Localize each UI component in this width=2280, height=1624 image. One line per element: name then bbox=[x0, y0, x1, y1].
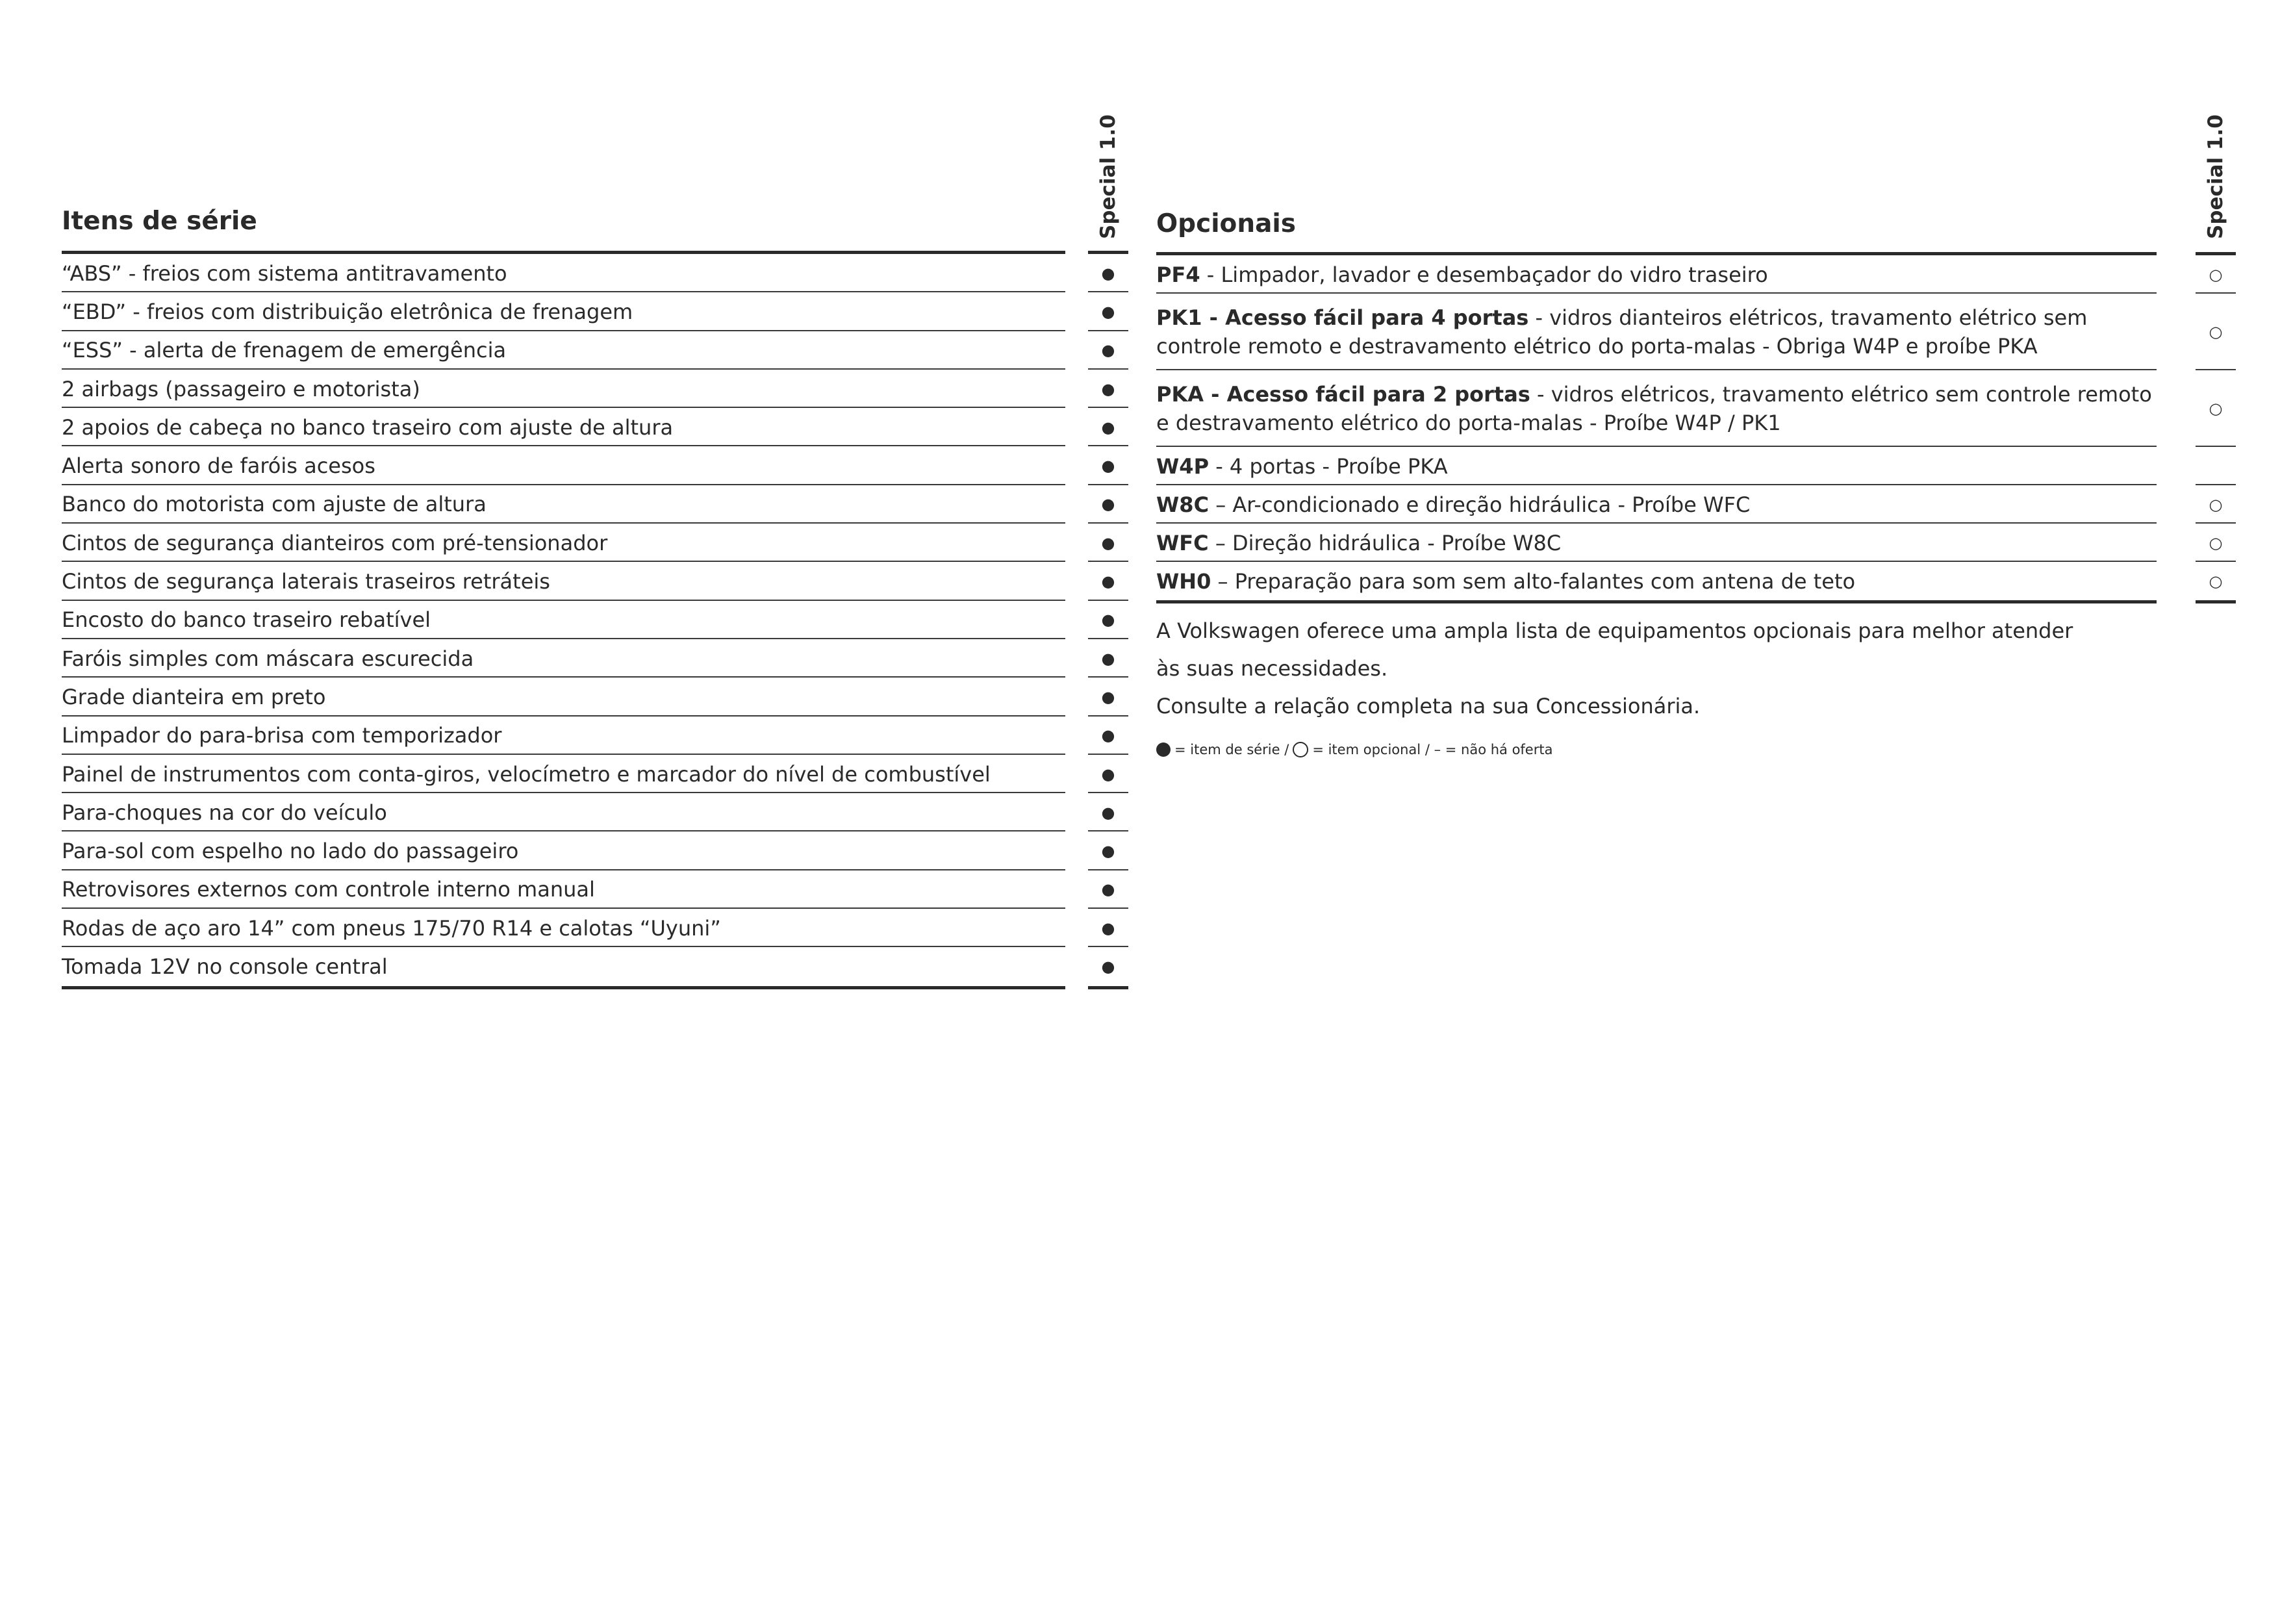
standard-item-row bbox=[62, 639, 1065, 678]
optional-note-dealership: Consulte a relação completa na sua Concessionária. bbox=[1156, 694, 1701, 718]
optional-item-description bbox=[1156, 255, 2157, 294]
standard-item-mark: ● bbox=[1101, 495, 1115, 514]
standard-item-label: 2 airbags (passageiro e motorista) bbox=[62, 376, 420, 401]
standard-item-row bbox=[62, 909, 1065, 947]
optional-item-mark-cell bbox=[2196, 294, 2236, 370]
standard-item-label: Faróis simples com máscara escurecida bbox=[62, 646, 474, 671]
standard-item-row bbox=[62, 717, 1065, 755]
standard-item-label: Cintos de segurança laterais traseiros retráteis bbox=[62, 569, 550, 594]
optional-item-mark-cell bbox=[2196, 562, 2236, 600]
standard-item-mark-cell bbox=[1088, 485, 1128, 524]
standard-item-mark-cell bbox=[1088, 562, 1128, 600]
standard-item-mark: ● bbox=[1101, 803, 1115, 822]
standard-item-mark: ● bbox=[1101, 919, 1115, 937]
standard-item-mark: ● bbox=[1101, 457, 1115, 476]
optional-item-mark: ○ bbox=[2209, 400, 2223, 418]
optional-items-title: Opcionais bbox=[1156, 209, 1297, 238]
option-code: PKA bbox=[1156, 382, 1204, 407]
standard-item-label: Cintos de segurança dianteiros com pré-tensionador bbox=[62, 530, 608, 555]
standard-item-mark: ● bbox=[1101, 726, 1115, 745]
standard-item-mark: ● bbox=[1101, 572, 1115, 591]
optional-item-description bbox=[1156, 485, 2157, 524]
standard-item-mark: ● bbox=[1101, 842, 1115, 861]
optional-table-bottom-rule bbox=[1156, 600, 2157, 603]
standard-item-mark: ● bbox=[1101, 958, 1115, 976]
optional-mark-bottom-rule bbox=[2196, 600, 2236, 603]
optional-item-description bbox=[1156, 447, 2157, 485]
standard-item-mark-cell bbox=[1088, 370, 1128, 408]
standard-item-label: Para-sol com espelho no lado do passageiro bbox=[62, 839, 519, 864]
optional-item-mark: ○ bbox=[2209, 572, 2223, 590]
standard-item-label: Grade dianteira em preto bbox=[62, 684, 326, 709]
option-text: Direção hidráulica - Proíbe W8C bbox=[1232, 530, 1562, 555]
standard-item-mark-cell bbox=[1088, 254, 1128, 292]
standard-item-row bbox=[62, 601, 1065, 639]
optional-item-mark: ○ bbox=[2209, 323, 2223, 341]
option-name: Acesso fácil para 2 portas bbox=[1226, 382, 1530, 407]
optional-item-row bbox=[1156, 524, 2157, 562]
option-separator: – bbox=[1209, 492, 1233, 517]
standard-item-label: “EBD” - freios com distribuição eletrônica de frenagem bbox=[62, 299, 633, 324]
standard-item-label: Limpador do para-brisa com temporizador bbox=[62, 723, 502, 748]
optional-item-mark-cell bbox=[2196, 370, 2236, 447]
open-circle-icon bbox=[1293, 742, 1308, 757]
optional-item-row bbox=[1156, 447, 2157, 485]
optional-item-description bbox=[1156, 294, 2157, 370]
optional-item-mark: ○ bbox=[2209, 495, 2223, 514]
option-separator: – bbox=[1211, 568, 1235, 594]
option-separator: - bbox=[1202, 305, 1226, 330]
option-code: WFC bbox=[1156, 530, 1209, 555]
standard-item-label: Banco do motorista com ajuste de altura bbox=[62, 492, 487, 517]
standard-mark-bottom-rule bbox=[1088, 986, 1128, 989]
optional-item-mark-cell bbox=[2196, 485, 2236, 524]
option-name: Acesso fácil para 4 portas bbox=[1225, 305, 1529, 330]
standard-item-mark: ● bbox=[1101, 379, 1115, 398]
standard-item-mark: ● bbox=[1101, 687, 1115, 706]
standard-item-mark: ● bbox=[1101, 649, 1115, 668]
standard-item-row bbox=[62, 755, 1065, 793]
standard-item-mark-cell bbox=[1088, 601, 1128, 639]
standard-item-label: “ABS” - freios com sistema antitravamento bbox=[62, 260, 507, 286]
option-text: - vidros elétricos, travamento elétrico sem controle remoto e destravamento elétrico do porta-malas - Proíbe W4P / PK1 bbox=[1156, 382, 2152, 435]
option-code: W8C bbox=[1156, 492, 1210, 517]
standard-item-mark-cell bbox=[1088, 331, 1128, 370]
optional-item-row bbox=[1156, 370, 2157, 447]
standard-item-mark-cell bbox=[1088, 755, 1128, 793]
standard-item-mark-cell bbox=[1088, 447, 1128, 485]
option-code: W4P bbox=[1156, 453, 1210, 479]
standard-item-label: Para-choques na cor do veículo bbox=[62, 800, 387, 825]
standard-item-row bbox=[62, 947, 1065, 985]
standard-item-row bbox=[62, 370, 1065, 408]
standard-item-mark: ● bbox=[1101, 533, 1115, 552]
standard-item-mark: ● bbox=[1101, 765, 1115, 783]
standard-item-mark: ● bbox=[1101, 880, 1115, 899]
standard-item-row bbox=[62, 485, 1065, 524]
standard-item-label: Encosto do banco traseiro rebatível bbox=[62, 607, 431, 633]
filled-circle-icon bbox=[1156, 742, 1171, 757]
standard-items-title: Itens de série bbox=[62, 207, 257, 236]
legend-optional-text: = item opcional / – = não há oferta bbox=[1312, 742, 1553, 757]
standard-item-mark-cell bbox=[1088, 947, 1128, 985]
standard-item-mark-cell bbox=[1088, 524, 1128, 562]
standard-item-mark-cell bbox=[1088, 408, 1128, 446]
standard-item-label: Tomada 12V no console central bbox=[62, 954, 388, 980]
optional-note-equipment-list: A Volkswagen oferece uma ampla lista de equipamentos opcionais para melhor atender às suas necessidades. bbox=[1156, 618, 2073, 681]
standard-item-mark-cell bbox=[1088, 678, 1128, 716]
optional-item-mark-cell bbox=[2196, 255, 2236, 294]
standard-item-row bbox=[62, 524, 1065, 562]
optional-item-row bbox=[1156, 485, 2157, 524]
standard-item-mark-cell bbox=[1088, 909, 1128, 947]
standard-item-row bbox=[62, 678, 1065, 716]
legend bbox=[1156, 742, 1552, 757]
standard-item-mark: ● bbox=[1101, 341, 1115, 360]
standard-item-row bbox=[62, 562, 1065, 600]
option-text: Preparação para som sem alto-falantes com antena de teto bbox=[1234, 568, 1856, 594]
standard-item-mark: ● bbox=[1101, 611, 1115, 629]
option-separator: - bbox=[1200, 262, 1221, 287]
standard-item-row bbox=[62, 292, 1065, 331]
standard-item-label: 2 apoios de cabeça no banco traseiro com ajuste de altura bbox=[62, 414, 674, 440]
option-separator: - bbox=[1204, 382, 1227, 407]
standard-item-label: Alerta sonoro de faróis acesos bbox=[62, 453, 375, 479]
option-text: - vidros dianteiros elétricos, travamento elétrico sem controle remoto e destravamento elétrico do porta-malas - Obriga W4P e proíbe PKA bbox=[1156, 305, 2088, 359]
option-separator: – bbox=[1208, 530, 1232, 555]
option-code: PF4 bbox=[1156, 262, 1200, 287]
optional-item-description bbox=[1156, 370, 2157, 447]
legend-standard-text: = item de série / bbox=[1174, 742, 1289, 757]
optional-item-mark: ○ bbox=[2209, 265, 2223, 284]
optional-item-description bbox=[1156, 524, 2157, 562]
standard-item-row bbox=[62, 331, 1065, 370]
option-separator: - bbox=[1209, 453, 1230, 479]
standard-item-label: “ESS” - alerta de frenagem de emergência bbox=[62, 338, 507, 363]
standard-item-mark: ● bbox=[1101, 302, 1115, 321]
standard-item-row bbox=[62, 408, 1065, 446]
optional-item-mark-cell bbox=[2196, 524, 2236, 562]
standard-item-label: Retrovisores externos com controle interno manual bbox=[62, 877, 595, 902]
standard-item-mark: ● bbox=[1101, 264, 1115, 283]
optional-item-mark: ○ bbox=[2209, 533, 2223, 552]
standard-item-row bbox=[62, 254, 1065, 292]
option-code: WH0 bbox=[1156, 568, 1211, 594]
option-text: 4 portas - Proíbe PKA bbox=[1229, 453, 1448, 479]
standard-item-mark-cell bbox=[1088, 793, 1128, 831]
standard-item-row bbox=[62, 793, 1065, 831]
optional-item-mark-cell bbox=[2196, 447, 2236, 485]
standard-item-mark: ● bbox=[1101, 418, 1115, 437]
optional-item-description bbox=[1156, 562, 2157, 600]
optional-column-header: Special 1.0 bbox=[2204, 114, 2227, 239]
option-code: PK1 bbox=[1156, 305, 1202, 330]
standard-item-mark-cell bbox=[1088, 292, 1128, 331]
optional-item-row bbox=[1156, 294, 2157, 370]
standard-item-mark-cell bbox=[1088, 870, 1128, 909]
optional-item-row bbox=[1156, 562, 2157, 600]
standard-item-mark-cell bbox=[1088, 832, 1128, 870]
standard-item-row bbox=[62, 832, 1065, 870]
standard-table-bottom-rule bbox=[62, 986, 1065, 989]
standard-item-row bbox=[62, 447, 1065, 485]
option-text: Ar-condicionado e direção hidráulica - Proíbe WFC bbox=[1232, 492, 1751, 517]
standard-item-mark-cell bbox=[1088, 717, 1128, 755]
option-text: Limpador, lavador e desembaçador do vidro traseiro bbox=[1221, 262, 1768, 287]
standard-item-label: Painel de instrumentos com conta-giros, velocímetro e marcador do nível de combustível bbox=[62, 761, 991, 787]
standard-item-label: Rodas de aço aro 14” com pneus 175/70 R14 e calotas “Uyuni” bbox=[62, 915, 721, 941]
standard-item-mark-cell bbox=[1088, 639, 1128, 678]
standard-item-row bbox=[62, 870, 1065, 909]
standard-column-header: Special 1.0 bbox=[1096, 114, 1120, 239]
optional-item-row bbox=[1156, 255, 2157, 294]
